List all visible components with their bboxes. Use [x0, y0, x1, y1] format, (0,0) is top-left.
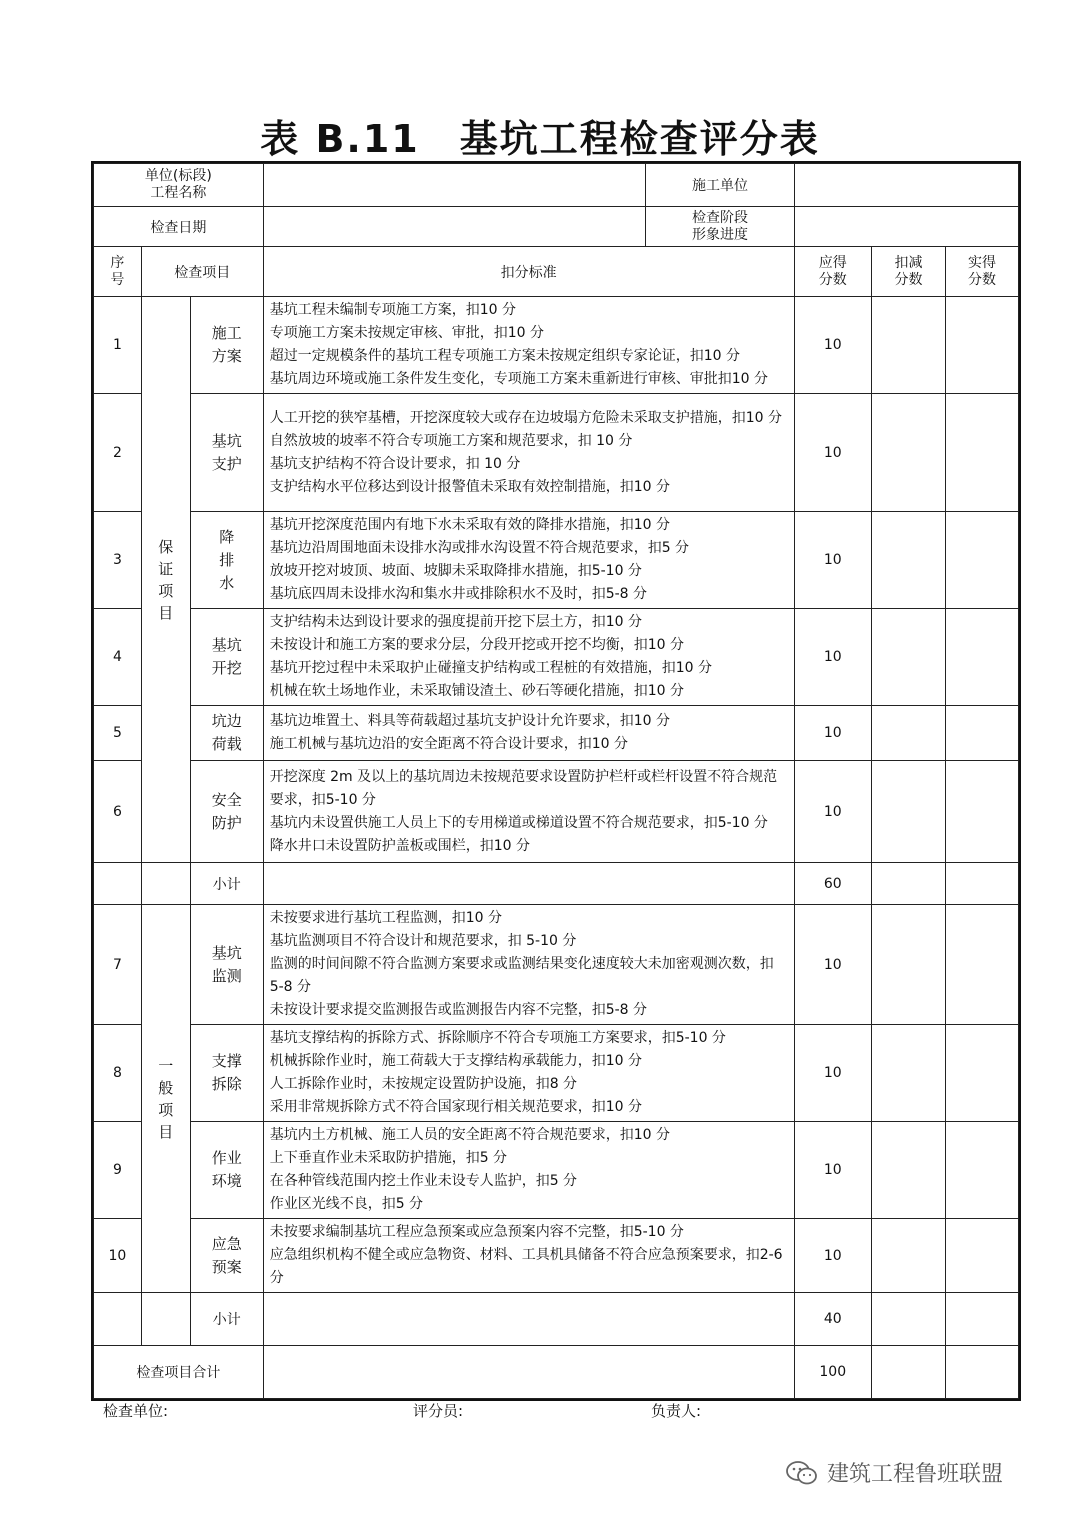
- construction-unit-value[interactable]: [794, 164, 1018, 207]
- subtotal-row-guarantee: [94, 863, 1019, 905]
- subtotal-row-general: [94, 1293, 1019, 1346]
- row-seq: 4: [94, 609, 142, 706]
- row-due: 10: [794, 297, 871, 394]
- row-deduct[interactable]: [871, 706, 945, 761]
- row-standard: 基坑边堆置土、料具等荷载超过基坑支护设计允许要求，扣10 分 施工机械与基坑边沿的安全距离不符合设计要求，扣10 分: [263, 706, 794, 761]
- row-standard: 人工开挖的狭窄基槽，开挖深度较大或存在边坡塌方危险未采取支护措施，扣10 分 自然放坡的坡率不符合专项施工方案和规范要求，扣 10 分 基坑支护结构不符合设计要求，扣 10 分 支护结构水平位移达到设计报警值未采取有效控制措施，扣10 分: [263, 394, 794, 512]
- table-row: [94, 905, 1019, 1025]
- check-stage-value[interactable]: [794, 207, 1018, 247]
- row-actual[interactable]: [946, 1025, 1019, 1122]
- row-standard: 未按要求进行基坑工程监测，扣10 分 基坑监测项目不符合设计和规范要求，扣 5-10 分 监测的时间间隙不符合监测方案要求或监测结果变化速度较大未加密观测次数，扣5-8 分 未按设计要求提交监测报告或监测报告内容不完整，扣5-8 分: [263, 905, 794, 1025]
- row-seq: 7: [94, 905, 142, 1025]
- row-item: 应急 预案: [190, 1219, 263, 1293]
- row-standard: 支护结构未达到设计要求的强度提前开挖下层土方，扣10 分 未按设计和施工方案的要求分层，分段开挖或开挖不均衡，扣10 分 基坑开挖过程中未采取护止碰撞支护结构或工程桩的有效措施，扣10 分 机械在软土场地作业，未采取铺设渣土、砂石等硬化措施，扣10 分: [263, 609, 794, 706]
- watermark-text: 建筑工程鲁班联盟: [827, 1462, 1004, 1487]
- page-title: 表 B.11 基坑工程检查评分表: [260, 117, 820, 161]
- construction-unit-label: 施工单位: [646, 164, 794, 207]
- check-unit-label: 检查单位:: [103, 1402, 169, 1420]
- unit-project-label: 单位(标段) 工程名称: [94, 164, 264, 207]
- row-item: 作业 环境: [190, 1122, 263, 1219]
- row-standard: 基坑开挖深度范围内有地下水未采取有效的降排水措施，扣10 分 基坑边沿周围地面未设排水沟或排水沟设置不符合规范要求，扣5 分 放坡开挖对坡顶、坡面、坡脚未采取降排水措施，扣5-10 分 基坑底四周未设排水沟和集水井或排除积水不及时，扣5-8 分: [263, 512, 794, 609]
- row-item: 基坑 监测: [190, 905, 263, 1025]
- row-due: 10: [794, 706, 871, 761]
- row-actual[interactable]: [946, 297, 1019, 394]
- row-deduct[interactable]: [871, 1122, 945, 1219]
- row-actual[interactable]: [946, 1219, 1019, 1293]
- row-seq: 1: [94, 297, 142, 394]
- unit-project-value[interactable]: [263, 164, 646, 207]
- row-due: 10: [794, 905, 871, 1025]
- row-item: 施工 方案: [190, 297, 263, 394]
- row-item: 降 排 水: [190, 512, 263, 609]
- row-deduct[interactable]: [871, 761, 945, 863]
- row-deduct[interactable]: [871, 905, 945, 1025]
- row-actual[interactable]: [946, 761, 1019, 863]
- subtotal-actual[interactable]: [946, 1293, 1019, 1346]
- row-deduct[interactable]: [871, 1219, 945, 1293]
- row-due: 10: [794, 1219, 871, 1293]
- row-actual[interactable]: [946, 609, 1019, 706]
- check-date-value[interactable]: [263, 207, 646, 247]
- col-deduct: 扣减 分数: [871, 247, 945, 297]
- row-deduct[interactable]: [871, 297, 945, 394]
- subtotal-due: 60: [794, 863, 871, 905]
- col-seq: 序 号: [94, 247, 142, 297]
- inspection-score-table: [93, 163, 1019, 1399]
- row-actual[interactable]: [946, 512, 1019, 609]
- col-actual: 实得 分数: [946, 247, 1019, 297]
- row-due: 10: [794, 394, 871, 512]
- row-standard: 基坑工程未编制专项施工方案，扣10 分 专项施工方案未按规定审核、审批，扣10 分 超过一定规模条件的基坑工程专项施工方案未按规定组织专家论证，扣10 分 基坑周边环境或施工条件发生变化，专项施工方案未重新进行审核、审批扣10 分: [263, 297, 794, 394]
- total-row: [94, 1346, 1019, 1399]
- row-standard: 基坑支撑结构的拆除方式、拆除顺序不符合专项施工方案要求，扣5-10 分 机械拆除作业时，施工荷载大于支撑结构承载能力，扣10 分 人工拆除作业时，未按规定设置防护设施，扣8 分 采用非常规拆除方式不符合国家现行相关规范要求，扣10 分: [263, 1025, 794, 1122]
- row-actual[interactable]: [946, 394, 1019, 512]
- table-row: [94, 761, 1019, 863]
- row-seq: 8: [94, 1025, 142, 1122]
- total-label: 检查项目合计: [94, 1346, 264, 1399]
- row-due: 10: [794, 512, 871, 609]
- table-row: [94, 1025, 1019, 1122]
- row-seq: 2: [94, 394, 142, 512]
- responsible-label: 负责人:: [651, 1402, 702, 1420]
- group-guarantee: 保 证 项 目: [141, 297, 190, 863]
- row-item: 安全 防护: [190, 761, 263, 863]
- wechat-icon: [785, 1460, 819, 1486]
- row-standard: 未按要求编制基坑工程应急预案或应急预案内容不完整，扣5-10 分 应急组织机构不健全或应急物资、材料、工具机具储备不符合应急预案要求，扣2-6 分: [263, 1219, 794, 1293]
- scorer-label: 评分员:: [413, 1402, 464, 1420]
- row-due: 10: [794, 761, 871, 863]
- row-due: 10: [794, 1122, 871, 1219]
- row-standard: 开挖深度 2m 及以上的基坑周边未按规范要求设置防护栏杆或栏杆设置不符合规范要求，扣5-10 分 基坑内未设置供施工人员上下的专用梯道或梯道设置不符合规范要求，扣5-10 分 降水井口未设置防护盖板或围栏，扣10 分: [263, 761, 794, 863]
- total-due: 100: [794, 1346, 871, 1399]
- col-item: 检查项目: [141, 247, 263, 297]
- row-standard: 基坑内土方机械、施工人员的安全距离不符合规范要求，扣10 分 上下垂直作业未采取防护措施，扣5 分 在各种管线范围内挖土作业未设专人监护，扣5 分 作业区光线不良，扣5 分: [263, 1122, 794, 1219]
- group-general: 一 般 项 目: [141, 905, 190, 1293]
- col-due: 应得 分数: [794, 247, 871, 297]
- total-actual[interactable]: [946, 1346, 1019, 1399]
- row-item: 基坑 支护: [190, 394, 263, 512]
- subtotal-deduct[interactable]: [871, 1293, 945, 1346]
- subtotal-due: 40: [794, 1293, 871, 1346]
- row-deduct[interactable]: [871, 394, 945, 512]
- table-row: [94, 512, 1019, 609]
- row-actual[interactable]: [946, 706, 1019, 761]
- table-row: [94, 1219, 1019, 1293]
- total-deduct[interactable]: [871, 1346, 945, 1399]
- row-seq: 9: [94, 1122, 142, 1219]
- row-item: 支撑 拆除: [190, 1025, 263, 1122]
- row-seq: 10: [94, 1219, 142, 1293]
- row-deduct[interactable]: [871, 512, 945, 609]
- subtotal-actual[interactable]: [946, 863, 1019, 905]
- check-date-label: 检查日期: [94, 207, 264, 247]
- subtotal-label: 小计: [190, 863, 263, 905]
- row-item: 基坑 开挖: [190, 609, 263, 706]
- row-actual[interactable]: [946, 905, 1019, 1025]
- row-due: 10: [794, 1025, 871, 1122]
- subtotal-label: 小计: [190, 1293, 263, 1346]
- row-seq: 6: [94, 761, 142, 863]
- subtotal-deduct[interactable]: [871, 863, 945, 905]
- watermark: [785, 1457, 1003, 1488]
- row-item: 坑边 荷载: [190, 706, 263, 761]
- col-standard: 扣分标准: [263, 247, 794, 297]
- row-deduct[interactable]: [871, 609, 945, 706]
- row-deduct[interactable]: [871, 1025, 945, 1122]
- table-row: [94, 394, 1019, 512]
- check-stage-label: 检查阶段 形象进度: [646, 207, 794, 247]
- row-seq: 3: [94, 512, 142, 609]
- row-due: 10: [794, 609, 871, 706]
- table-row: [94, 706, 1019, 761]
- row-actual[interactable]: [946, 1122, 1019, 1219]
- table-row: [94, 297, 1019, 394]
- row-seq: 5: [94, 706, 142, 761]
- table-row: [94, 609, 1019, 706]
- table-row: [94, 1122, 1019, 1219]
